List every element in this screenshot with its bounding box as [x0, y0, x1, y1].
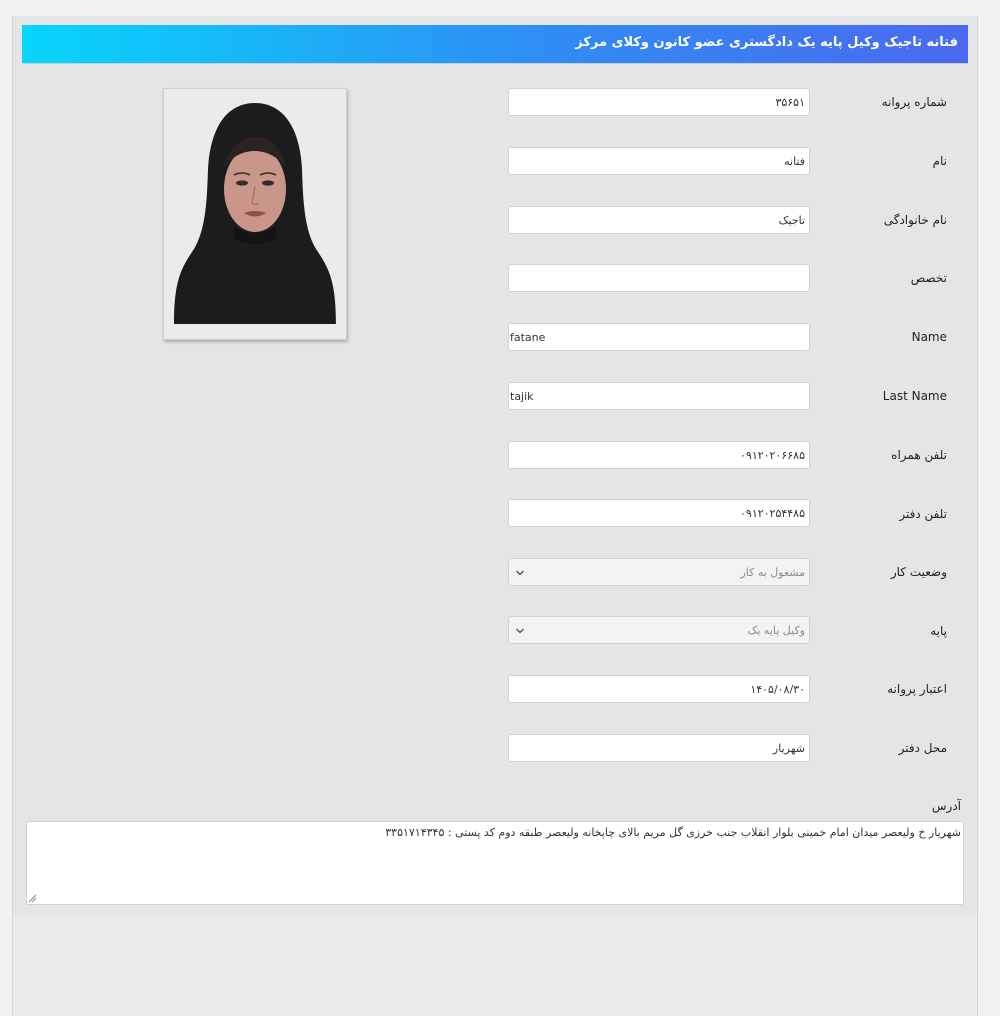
- office-location-label: محل دفتر: [898, 741, 947, 755]
- license-validity-input[interactable]: [508, 675, 810, 703]
- license-validity-label: اعتبار پروانه: [887, 682, 947, 696]
- profile-header: [22, 25, 968, 64]
- address-textarea[interactable]: [26, 821, 964, 905]
- chevron-down-icon: [515, 568, 525, 578]
- work-status-label: وضعیت کار: [890, 565, 947, 579]
- page-title: فتانه تاجیک وکیل پایه یک دادگستری عضو کانون وکلای مرکز: [575, 35, 958, 50]
- profile-content: [13, 16, 977, 916]
- first-name-fa-label: نام: [932, 154, 947, 168]
- grade-value: وکیل پایه یک: [747, 624, 805, 637]
- last-name-en-label: Last Name: [882, 389, 947, 403]
- chevron-down-icon: [515, 626, 525, 636]
- lawyer-photo: [163, 88, 347, 340]
- specialty-label: تخصص: [910, 271, 947, 285]
- first-name-en-input[interactable]: [508, 323, 810, 351]
- address-label: آدرس: [931, 799, 961, 813]
- office-phone-label: تلفن دفتر: [899, 507, 947, 521]
- license-number-label: شماره پروانه: [881, 95, 947, 109]
- first-name-en-label: Name: [911, 330, 947, 344]
- last-name-fa-label: نام خانوادگی: [883, 213, 947, 227]
- last-name-en-input[interactable]: [508, 382, 810, 410]
- lawyer-profile-panel: [12, 16, 978, 1016]
- grade-select[interactable]: [508, 616, 810, 644]
- resize-grip-icon[interactable]: [27, 893, 37, 903]
- office-location-input[interactable]: [508, 734, 810, 762]
- license-number-input[interactable]: [508, 88, 810, 116]
- grade-label: پایه: [930, 624, 947, 638]
- last-name-fa-input[interactable]: [508, 206, 810, 234]
- work-status-value: مشغول به کار: [740, 566, 805, 579]
- specialty-input[interactable]: [508, 264, 810, 292]
- work-status-select[interactable]: [508, 558, 810, 586]
- first-name-fa-input[interactable]: [508, 147, 810, 175]
- mobile-phone-label: تلفن همراه: [891, 448, 947, 462]
- mobile-phone-input[interactable]: [508, 441, 810, 469]
- office-phone-input[interactable]: [508, 499, 810, 527]
- portrait-image: [164, 89, 346, 339]
